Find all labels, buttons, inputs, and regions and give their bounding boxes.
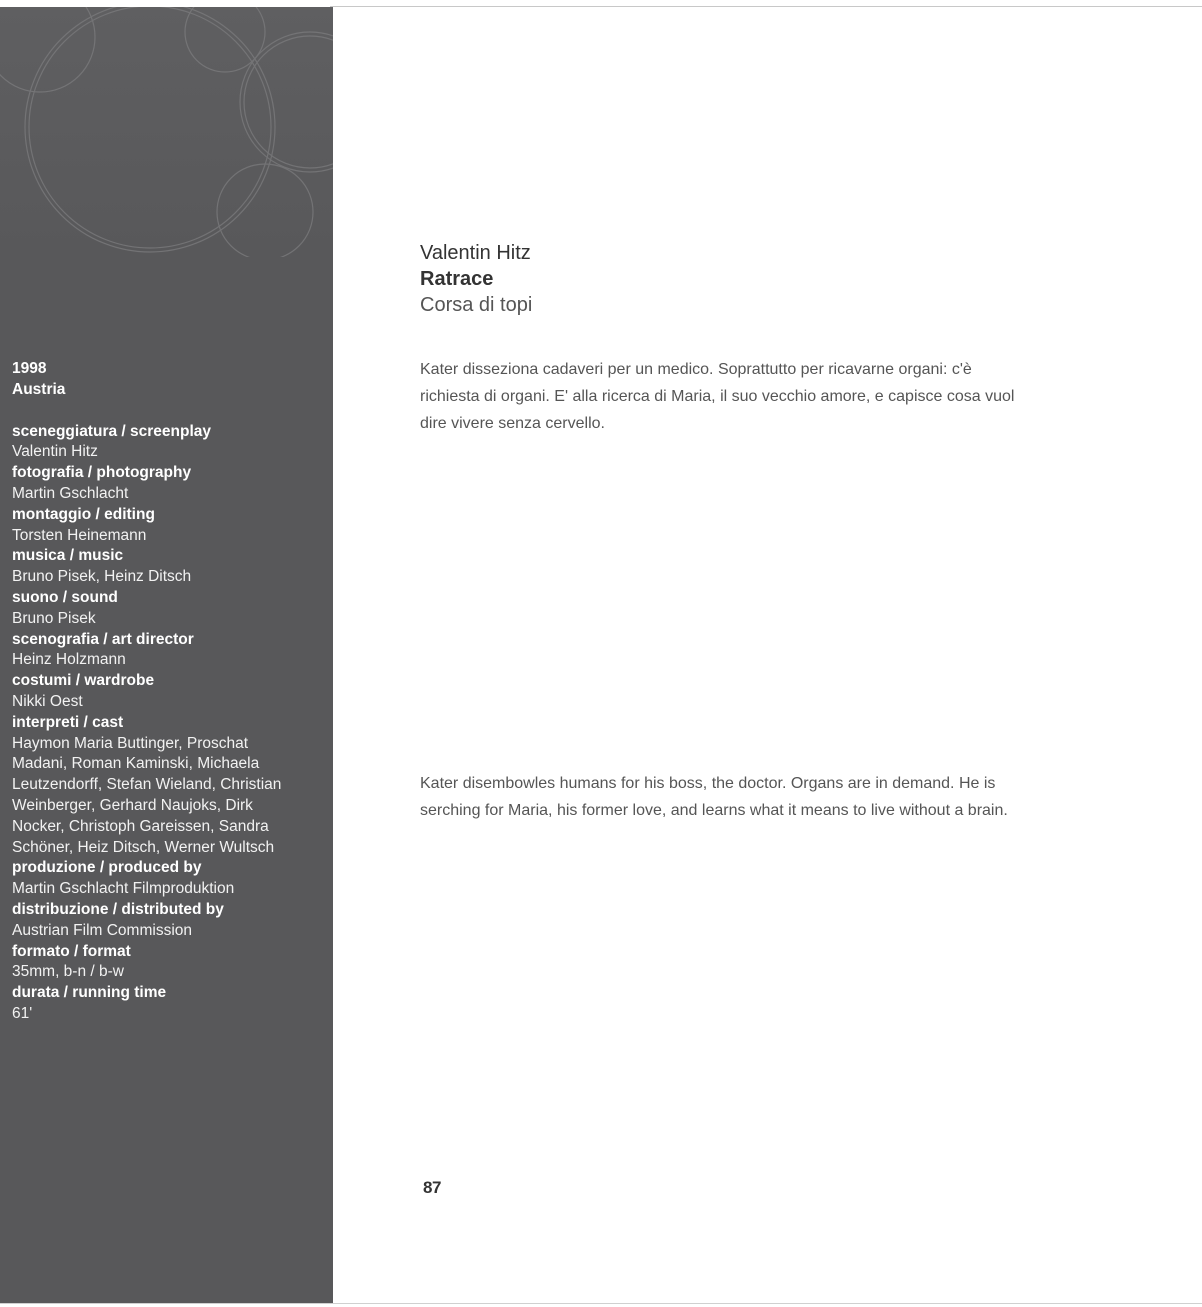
credit-role: costumi / wardrobe: [12, 672, 155, 690]
credit-name: Bruno Pisek, Heinz Ditsch: [12, 568, 192, 586]
credit-name: 61': [12, 1004, 33, 1022]
credit-role: produzione / produced by: [12, 859, 202, 877]
synopsis-english: [420, 770, 1100, 824]
film-subtitle: Corsa di topi: [420, 294, 533, 316]
synopsis-line: richiesta di organi. E' alla ricerca di Maria, il suo vecchio amore, e capisce cosa vuol: [420, 388, 1015, 405]
credit-name: 35mm, b-n / b-w: [12, 963, 124, 981]
synopsis-line: Kater disembowles humans for his boss, the doctor. Organs are in demand. He is: [420, 775, 996, 792]
credit-name: Heinz Holzmann: [12, 651, 126, 669]
synopsis-italian: [420, 356, 1100, 437]
credit-name: Schöner, Heiz Ditsch, Werner Wultsch: [12, 838, 275, 856]
credit-role: sceneggiatura / screenplay: [12, 422, 212, 440]
credit-name: Weinberger, Gerhard Naujoks, Dirk: [12, 796, 253, 814]
credits-sidebar: [0, 7, 333, 1304]
credit-name: Nikki Oest: [12, 692, 83, 710]
director-name: Valentin Hitz: [420, 242, 531, 264]
sidebar-decorative-circles: [0, 7, 333, 257]
credit-name: Haymon Maria Buttinger, Proschat: [12, 734, 249, 752]
top-rule: [330, 6, 1202, 7]
credit-name: Torsten Heinemann: [12, 526, 147, 544]
credit-entries: [12, 422, 322, 1025]
credit-name: Bruno Pisek: [12, 609, 96, 627]
bottom-rule: [0, 1303, 1202, 1304]
credit-role: montaggio / editing: [12, 505, 155, 523]
film-title: Ratrace: [420, 268, 494, 290]
credit-role: interpreti / cast: [12, 713, 124, 731]
production-year: 1998: [12, 360, 47, 377]
credit-name: Martin Gschlacht Filmproduktion: [12, 880, 235, 898]
credit-name: Leutzendorff, Stefan Wieland, Christian: [12, 776, 282, 794]
credit-name: Valentin Hitz: [12, 443, 98, 461]
credit-role: durata / running time: [12, 984, 167, 1002]
film-heading: [420, 240, 532, 318]
synopsis-line: Kater disseziona cadaveri per un medico. Soprattutto per ricavarne organi: c'è: [420, 361, 972, 378]
credit-role: formato / format: [12, 942, 131, 960]
page-number: 87: [423, 1178, 441, 1197]
credit-name: Madani, Roman Kaminski, Michaela: [12, 755, 260, 773]
credit-role: distribuzione / distributed by: [12, 900, 224, 918]
credits-list: [12, 359, 322, 1025]
credit-name: Martin Gschlacht: [12, 484, 129, 502]
credit-role: fotografia / photography: [12, 464, 192, 482]
credit-role: scenografia / art director: [12, 630, 194, 648]
credit-role: suono / sound: [12, 588, 118, 606]
credit-name: Austrian Film Commission: [12, 921, 193, 939]
credits-spacer: [12, 401, 322, 422]
production-country: Austria: [12, 380, 66, 398]
synopsis-line: serching for Maria, his former love, and learns what it means to live without a brain.: [420, 802, 1008, 819]
credit-name: Nocker, Christoph Gareissen, Sandra: [12, 817, 269, 835]
synopsis-line: dire vivere senza cervello.: [420, 415, 605, 432]
credit-role: musica / music: [12, 547, 124, 565]
